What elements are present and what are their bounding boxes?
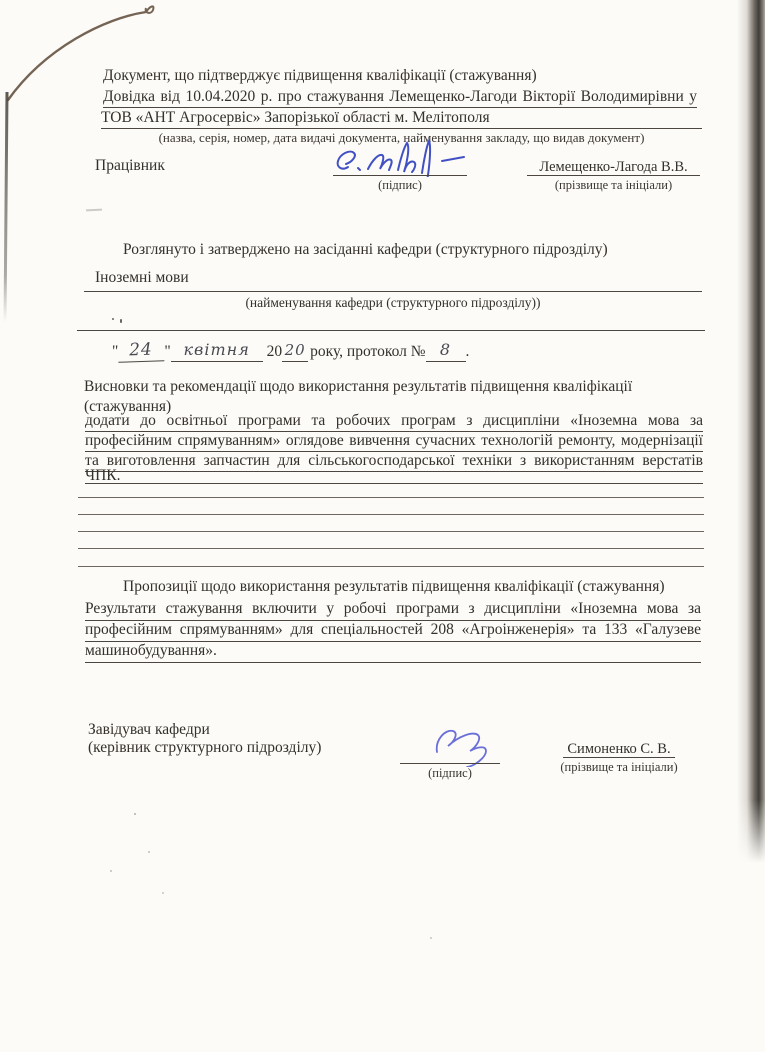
worker-signature-image <box>330 137 470 177</box>
scan-speck <box>162 892 164 894</box>
protocol-label: року, протокол № <box>310 343 426 360</box>
certificate-caption: (назва, серія, номер, дата видачі документа, найменування закладу, що видав документ) <box>158 130 645 145</box>
head-label-line2: (керівник структурного підрозділу) <box>88 739 322 756</box>
scan-edge-shadow-fade <box>737 800 765 870</box>
proposals-text-line: професійним спрямуванням» для спеціальностей 208 «Агроінженерія» та 133 «Галузеве <box>85 620 701 642</box>
head-signature-line <box>400 763 500 764</box>
head-name: Симоненко С. В. <box>563 739 675 758</box>
conclusions-text-line: професійним спрямуванням» оглядове вивчення сучасних технологій ремонту, модернізації <box>85 431 703 452</box>
protocol-number-handwritten: 8 <box>426 340 466 362</box>
month-handwritten: квітня <box>171 340 263 362</box>
certificate-line-1: Довідка від 10.04.2020 р. про стажування Лемещенко-Лагоди Вікторії Володимирівни у <box>103 87 697 108</box>
conclusions-text-line: ЧПК. <box>85 468 703 484</box>
blank-ruled-line <box>78 531 704 532</box>
blank-ruled-line <box>78 548 704 549</box>
open-quote: " <box>112 343 119 360</box>
scan-edge-shadow <box>737 0 765 868</box>
certificate-line-2: ТОВ «АНТ Агросервіс» Запорізької області м. Мелітополя <box>101 108 702 129</box>
department-name: Іноземні мови <box>95 269 189 286</box>
worker-label: Працівник <box>95 157 165 174</box>
date-protocol-row <box>112 341 469 362</box>
department-line <box>84 291 702 292</box>
conclusions-heading-line2: (стажування) <box>84 398 172 415</box>
approval-heading: Розглянуто і затверджено на засіданні кафедри (структурного підрозділу) <box>123 241 608 258</box>
year-prefix: 20 <box>266 343 283 360</box>
proposals-text-line: Результати стажування включити у робочі програми з дисципліни «Іноземна мова за <box>85 599 701 621</box>
conclusions-text-line: додати до освітньої програми та робочих програм з дисципліни «Іноземна мова за <box>85 411 703 432</box>
scan-speck <box>120 319 122 323</box>
worker-signature-line <box>333 175 467 176</box>
conclusions-heading-line1: Висновки та рекомендації щодо використання результатів підвищення кваліфікації <box>84 378 633 395</box>
head-signature-caption: (підпис) <box>428 766 472 780</box>
blank-ruled-line <box>78 497 704 498</box>
scan-speck <box>112 318 114 320</box>
scan-speck <box>134 813 136 815</box>
proposals-heading: Пропозиції щодо використання результатів підвищення кваліфікації (стажування) <box>123 578 665 595</box>
department-extra-line <box>77 330 705 331</box>
worker-name-caption: (прізвище та ініціали) <box>554 178 673 192</box>
scan-speck <box>110 870 112 872</box>
scan-speck <box>148 851 150 853</box>
scan-speck <box>430 937 432 939</box>
year-handwritten: 20 <box>282 340 308 362</box>
head-signature-image <box>425 722 505 767</box>
proposals-text-line: машинобудування». <box>85 641 701 663</box>
worker-signature-caption: (підпис) <box>378 178 422 192</box>
department-caption: (найменування кафедри (структурного підрозділу)) <box>245 295 541 310</box>
blank-ruled-line <box>78 566 704 567</box>
conclusions-text-line: та виготовлення запчастин для сільськогосподарської техніки з використанням верстатів <box>85 451 703 472</box>
head-label-line1: Завідувач кафедри <box>88 721 210 738</box>
blank-ruled-line <box>78 514 704 515</box>
close-quote: " <box>164 343 171 360</box>
worker-name: Лемещенко-Лагода В.В. <box>527 157 700 176</box>
document-title-line: Документ, що підтверджує підвищення кваліфікації (стажування) <box>103 67 537 84</box>
period-mark: . <box>465 343 470 360</box>
day-handwritten: 24 <box>118 339 165 363</box>
head-name-caption: (прізвище та ініціали) <box>560 760 678 774</box>
